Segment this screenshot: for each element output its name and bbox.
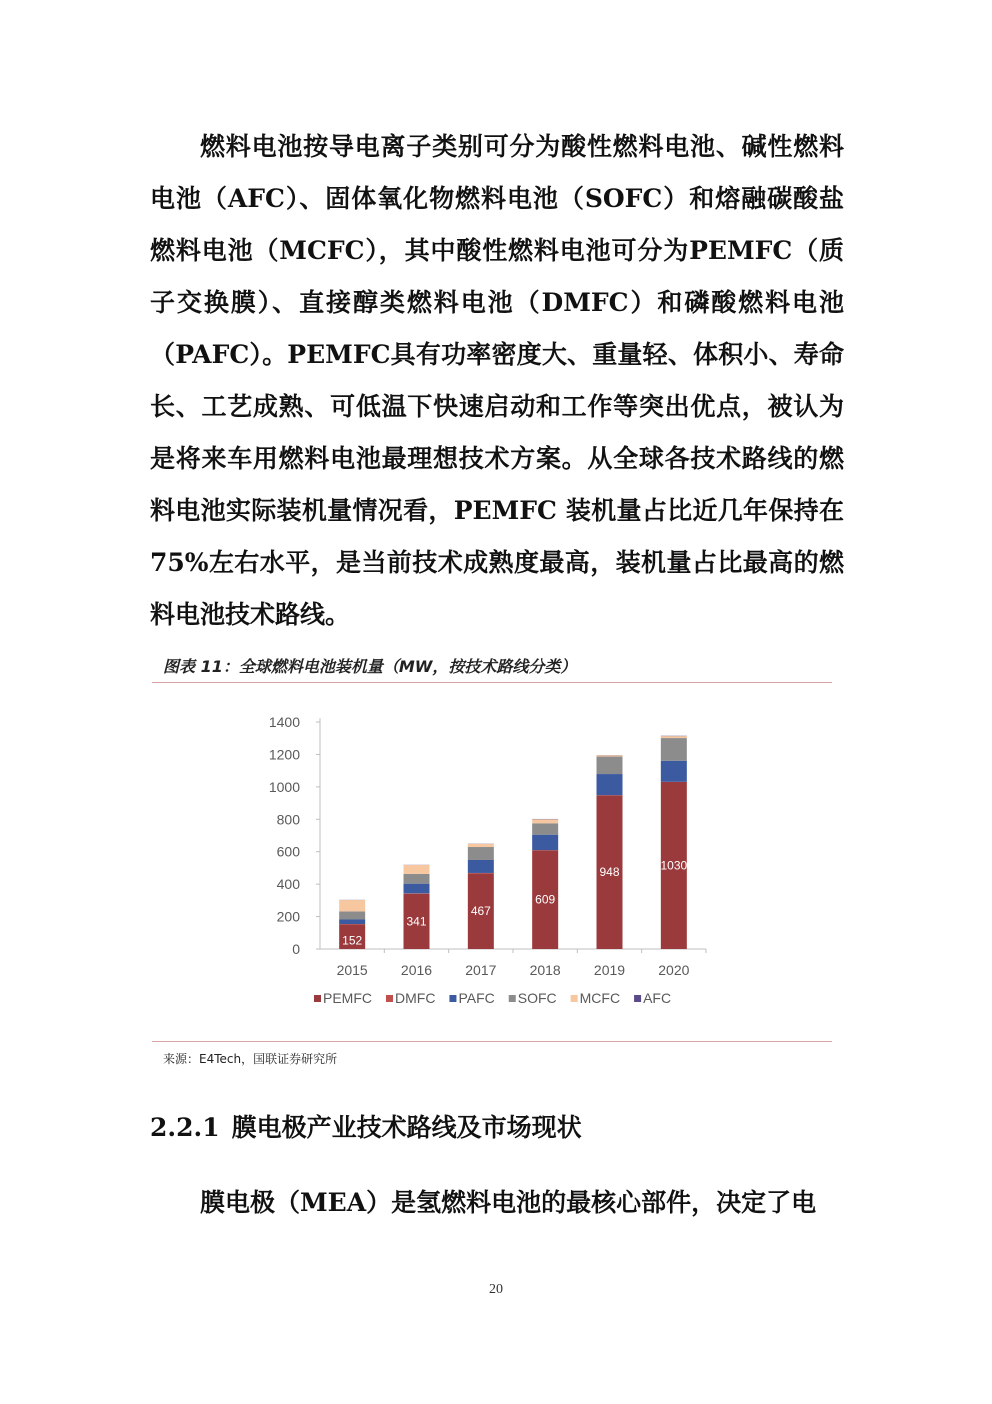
section-number: 2.2.1 bbox=[150, 1113, 220, 1142]
y-tick-label: 800 bbox=[276, 811, 300, 828]
section-heading bbox=[150, 1108, 582, 1144]
bar-segment-pafc bbox=[597, 774, 623, 795]
section-title: 膜电极产业技术路线及市场现状 bbox=[231, 1113, 582, 1142]
bar-segment-pafc bbox=[661, 761, 687, 782]
figure-source: 来源：E4Tech，国联证券研究所 bbox=[163, 1052, 338, 1066]
x-tick-label: 2018 bbox=[529, 962, 561, 978]
legend-label-mcfc: MCFC bbox=[579, 990, 621, 1006]
x-tick-label: 2020 bbox=[658, 962, 690, 978]
bar-segment-mcfc bbox=[661, 736, 687, 738]
bar-segment-mcfc bbox=[597, 755, 623, 756]
legend-label-pafc: PAFC bbox=[458, 990, 495, 1006]
data-label: 1030 bbox=[660, 858, 688, 873]
y-tick-label: 0 bbox=[292, 941, 300, 957]
legend-label-afc: AFC bbox=[643, 990, 672, 1006]
legend-swatch-mcfc bbox=[571, 995, 578, 1002]
bar-segment-pafc bbox=[404, 884, 430, 894]
bar-stacks bbox=[339, 736, 687, 949]
paragraph-text: 膜电极（MEA）是氢燃料电池的最核心部件，决定了电 bbox=[200, 1188, 817, 1217]
x-tick-label: 2016 bbox=[400, 962, 433, 978]
y-tick-label: 1200 bbox=[268, 746, 300, 763]
x-tick-label: 2015 bbox=[336, 962, 368, 978]
legend-label-dmfc: DMFC bbox=[395, 990, 436, 1006]
bar-segment-pafc bbox=[468, 860, 494, 873]
legend bbox=[314, 990, 671, 1006]
bar-segment-pafc bbox=[339, 919, 365, 924]
bar-segment-sofc bbox=[404, 874, 430, 884]
data-label: 467 bbox=[470, 904, 491, 919]
paragraph-text: 燃料电池按导电离子类别可分为酸性燃料电池、碱性燃料电池（AFC）、固体氧化物燃料电池（SOFC）和熔融碳酸盐燃料电池（MCFC），其中酸性燃料电池可分为PEMFC（质子交换膜）、直接醇类燃料电池（DMFC）和磷酸燃料电池（PAFC）。PEMFC具有功率密度大、重量轻、体积小、寿命长、工艺成熟、可低温下快速启动和工作等突出优点，被认为是将来车用燃料电池最理想技术方案。从全球各技术路线的燃料电池实际装机量情况看，PEMFC 装机量占比近几年保持在75%左右水平，是当前技术成熟度最高，装机量占比最高的燃料电池技术路线。 bbox=[150, 132, 844, 629]
x-tick-label: 2019 bbox=[593, 962, 626, 978]
data-label: 609 bbox=[535, 892, 556, 907]
bar-segment-mcfc bbox=[532, 819, 558, 823]
legend-swatch-sofc bbox=[509, 995, 516, 1002]
x-tick-label: 2017 bbox=[465, 962, 497, 978]
bar-segment-pafc bbox=[532, 835, 558, 850]
y-tick-label: 600 bbox=[276, 843, 300, 860]
bar-segment-mcfc bbox=[468, 844, 494, 847]
page-number: 20 bbox=[489, 1282, 503, 1297]
installed-capacity-chart bbox=[152, 686, 832, 1038]
bar-segment-sofc bbox=[532, 823, 558, 834]
bar-segment-sofc bbox=[597, 757, 623, 775]
y-tick-label: 1400 bbox=[268, 714, 300, 730]
y-tick-label: 400 bbox=[276, 876, 300, 893]
data-label: 152 bbox=[342, 933, 363, 948]
legend-label-sofc: SOFC bbox=[517, 990, 557, 1006]
legend-swatch-dmfc bbox=[386, 995, 393, 1002]
bar-segment-mcfc bbox=[404, 865, 430, 874]
y-tick-label: 1000 bbox=[268, 778, 300, 795]
legend-label-pemfc: PEMFC bbox=[323, 990, 372, 1006]
legend-swatch-pafc bbox=[449, 995, 456, 1002]
y-tick-label: 200 bbox=[276, 908, 300, 925]
figure-caption: 图表 11：全球燃料电池装机量（MW，按技术路线分类） bbox=[163, 657, 577, 676]
caption-divider bbox=[152, 682, 832, 683]
bar-segment-sofc bbox=[468, 847, 494, 860]
bar-segment-sofc bbox=[339, 911, 365, 919]
x-axis bbox=[320, 949, 706, 978]
bar-segment-sofc bbox=[661, 738, 687, 761]
data-label: 341 bbox=[406, 914, 427, 929]
y-axis bbox=[269, 714, 320, 957]
data-label: 948 bbox=[599, 865, 620, 880]
legend-swatch-pemfc bbox=[314, 995, 321, 1002]
source-divider bbox=[152, 1041, 832, 1042]
body-paragraph-2 bbox=[150, 1177, 844, 1229]
body-paragraph-1 bbox=[150, 121, 844, 641]
bar-segment-mcfc bbox=[339, 900, 365, 911]
legend-swatch-afc bbox=[634, 995, 641, 1002]
